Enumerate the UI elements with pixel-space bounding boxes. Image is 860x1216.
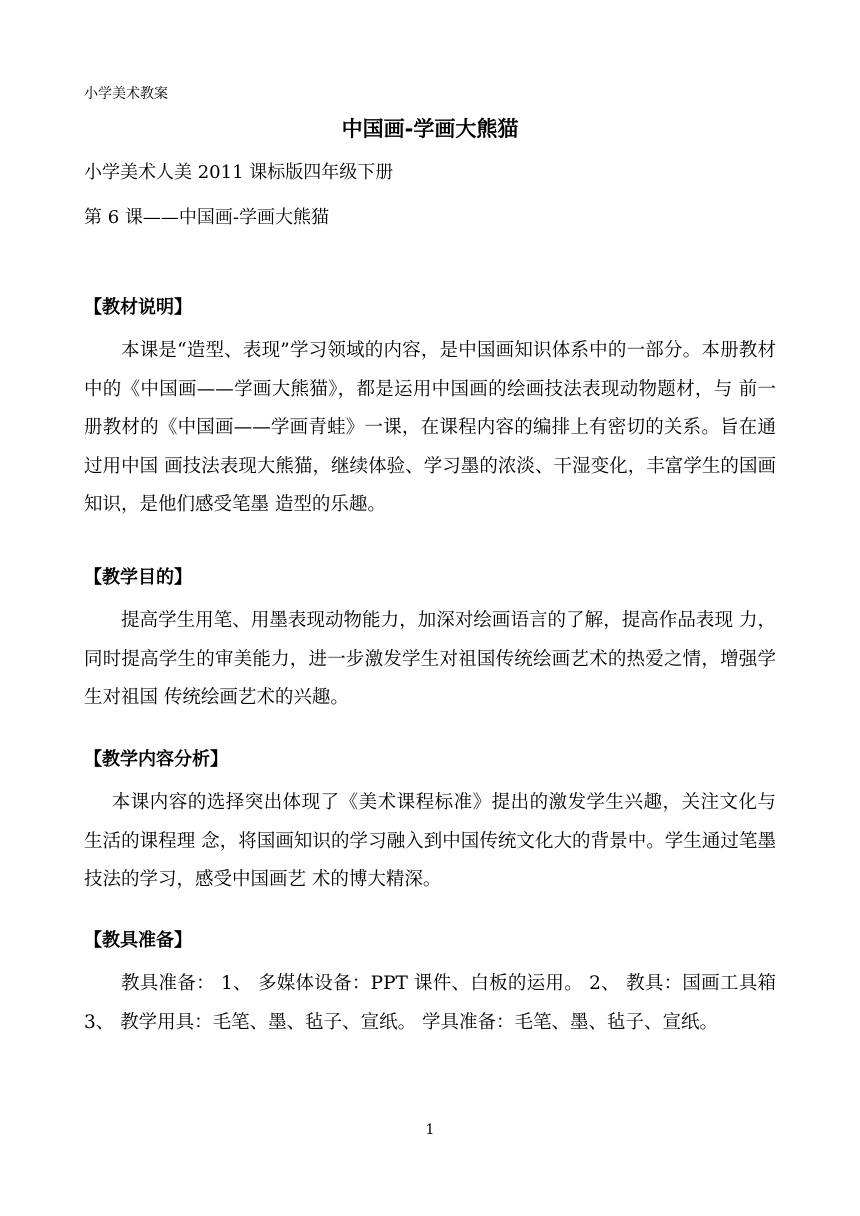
section-body-objectives: 提高学生用笔、用墨表现动物能力，加深对绘画语言的了解，提高作品表现 力，同时提高学生的审美能力，进一步激发学生对祖国传统绘画艺术的热爱之情，增强学生对祖国 传统绘画艺术的兴趣。: [84, 610, 776, 708]
textbook-line: 小学美术人美 2011 课标版四年级下册: [84, 162, 394, 183]
section-body-material: 本课是“造型、表现”学习领域的内容，是中国画知识体系中的一部分。本册教材中的《中国画——学画大熊猫》，都是运用中国画的绘画技法表现动物题材，与 前一册教材的《中国画——学画青蛙》一课，在课程内容的编排上有密切的关系。旨在通过用中国 画技法表现大熊猫，继续体验、学习墨的浓淡、干湿变化，丰富学生的国画知识，是他们感受笔墨 造型的乐趣。: [84, 340, 776, 515]
section-heading-objectives: 【教学目的】: [84, 567, 192, 588]
section-heading-material: 【教材说明】: [84, 297, 192, 318]
running-header: 小学美术教案: [84, 86, 168, 102]
lesson-line: 第 6 课——中国画-学画大熊猫: [84, 207, 329, 228]
page-number: 1: [425, 1122, 435, 1138]
section-heading-content-analysis: 【教学内容分析】: [84, 749, 228, 770]
section-heading-teaching-aids: 【教具准备】: [84, 930, 192, 951]
document-title: 中国画-学画大熊猫: [341, 117, 519, 141]
section-body-teaching-aids: 教具准备： 1、 多媒体设备：PPT 课件、白板的运用。 2、 教具：国画工具箱 3、 教学用具：毛笔、墨、毡子、宣纸。 学具准备：毛笔、墨、毡子、宣纸。: [84, 973, 776, 1033]
section-body-content-analysis: 本课内容的选择突出体现了《美术课程标准》提出的激发学生兴趣，关注文化与生活的课程理 念，将国画知识的学习融入到中国传统文化大的背景中。学生通过笔墨技法的学习，感受中国画艺 术的博大精深。: [84, 792, 776, 890]
